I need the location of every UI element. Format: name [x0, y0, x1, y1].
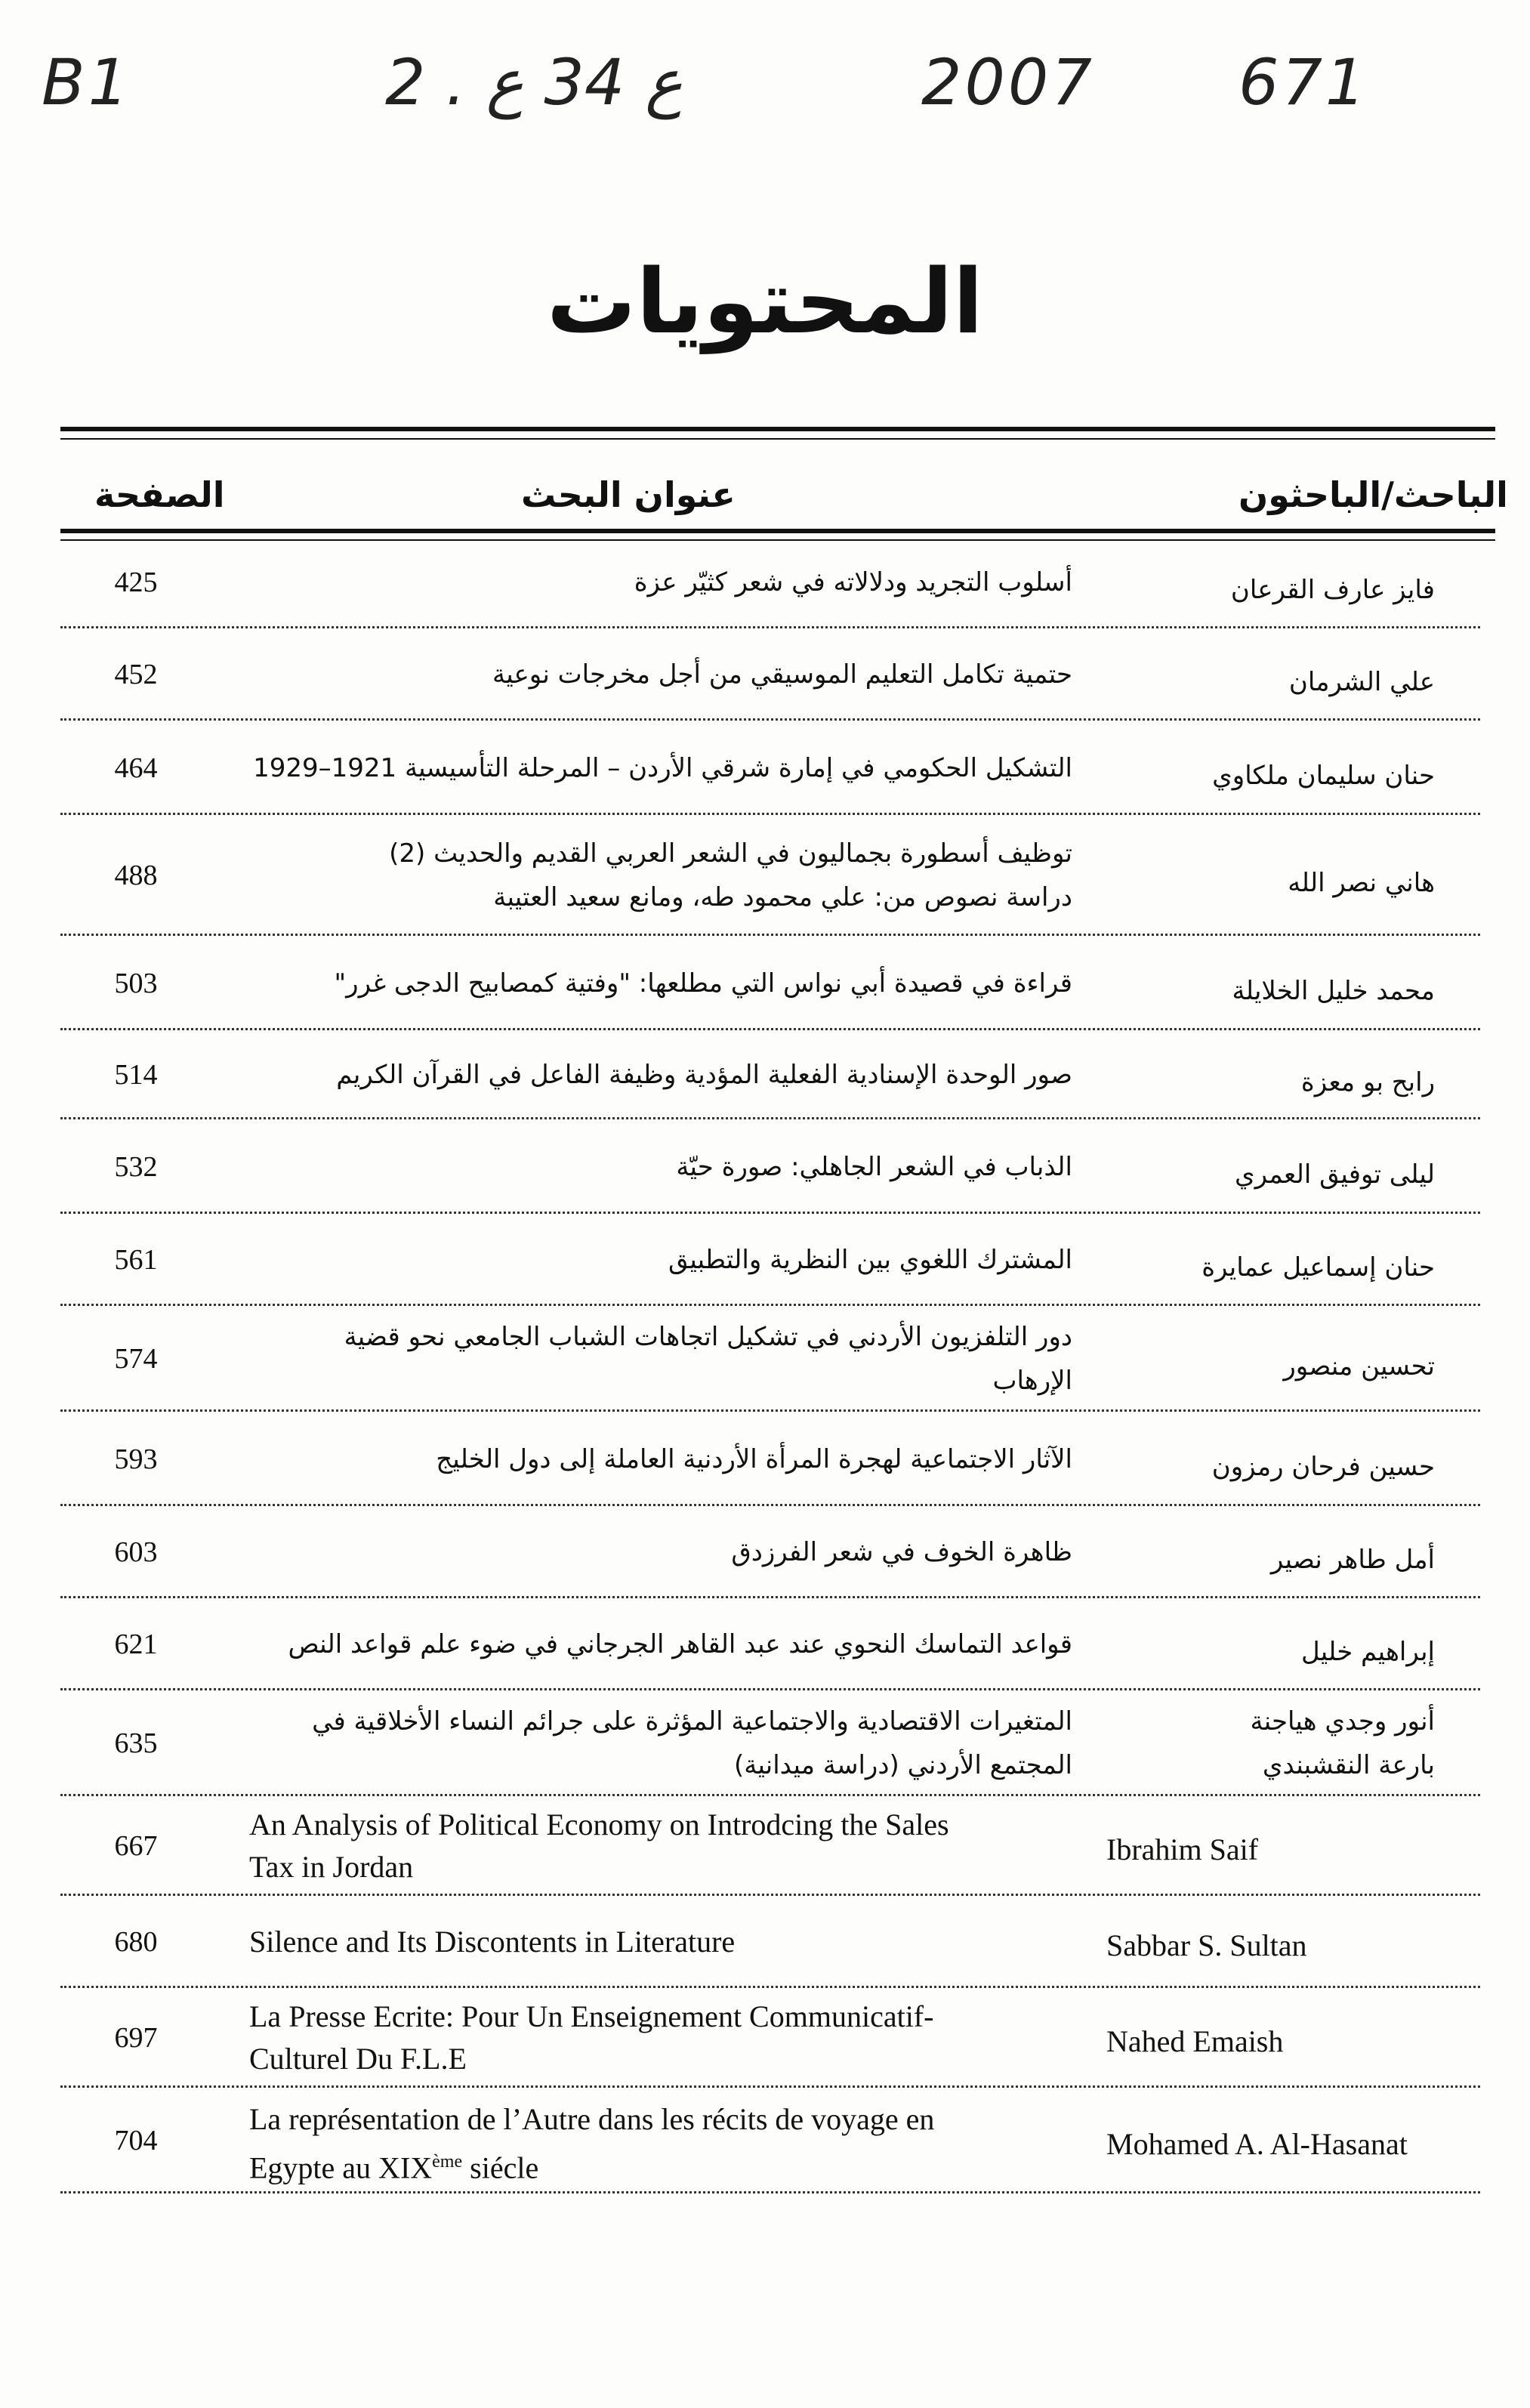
row-author: هاني نصر الله: [1288, 868, 1435, 898]
row-title: التشكيل الحكومي في إمارة شرقي الأردن – المرحلة التأسيسية 1921–1929: [253, 752, 1072, 783]
header-author: الباحث/الباحثون: [1238, 474, 1508, 515]
row-author: Ibrahim Saif: [1106, 1832, 1259, 1866]
table-row: [60, 815, 1480, 936]
row-title: Silence and Its Discontents in Literature: [249, 1925, 736, 1959]
row-author: تحسين منصور: [1283, 1351, 1435, 1382]
table-row: [60, 1988, 1480, 2088]
row-page-number: 603: [114, 1536, 158, 1568]
header-page: الصفحة: [94, 474, 225, 515]
row-author: فايز عارف القرعان: [1230, 575, 1435, 605]
row-author: محمد خليل الخلايلة: [1232, 975, 1435, 1006]
row-title: La Presse Ecrite: Pour Un Enseignement Communicatif- Culturel Du F.L.E: [249, 1999, 934, 2076]
top-rule-thin: [60, 438, 1495, 440]
row-page-number: 704: [114, 2125, 158, 2156]
header-rule-thick: [60, 529, 1495, 533]
table-row: [60, 936, 1480, 1030]
row-title: المشترك اللغوي بين النظرية والتطبيق: [668, 1245, 1072, 1275]
row-page-number: 697: [114, 2022, 158, 2054]
row-page-number: 621: [114, 1628, 158, 1660]
row-author: رابح بو معزة: [1300, 1067, 1435, 1097]
row-title: صور الوحدة الإسنادية الفعلية المؤدية وظيفة الفاعل في القرآن الكريم: [336, 1060, 1072, 1090]
row-title: الذباب في الشعر الجاهلي: صورة حيّة: [676, 1151, 1072, 1182]
handwritten-code-left: B1: [42, 45, 132, 119]
row-page-number: 514: [114, 1059, 158, 1091]
row-author: Mohamed A. Al-Hasanat: [1106, 2127, 1408, 2161]
row-title: La représentation de l’Autre dans les récits de voyage en Egypte au XIXème siécle: [249, 2102, 935, 2185]
table-row: [60, 2088, 1480, 2193]
table-row: [60, 1119, 1480, 1214]
row-page-number: 574: [114, 1343, 158, 1375]
row-author: أمل طاهر نصير: [1270, 1545, 1435, 1575]
table-row: [60, 1690, 1480, 1796]
row-page-number: 503: [114, 967, 158, 999]
row-author: حسين فرحان رمزون: [1211, 1451, 1435, 1482]
row-title: قراءة في قصيدة أبي نواس التي مطلعها: "وفتية كمصابيح الدجى غرر": [334, 968, 1072, 999]
table-row: [60, 1896, 1480, 1988]
row-author: إبراهيم خليل: [1300, 1637, 1435, 1667]
row-author: Sabbar S. Sultan: [1106, 1928, 1307, 1962]
table-row: [60, 628, 1480, 721]
row-author: حنان إسماعيل عمايرة: [1201, 1252, 1435, 1283]
row-page-number: 593: [114, 1443, 158, 1475]
page-title: المحتويات: [546, 249, 984, 353]
row-page-number: 452: [114, 659, 158, 690]
row-author: أنور وجدي هياجنة بارعة النقشبندي: [1250, 1706, 1435, 1780]
table-row: [60, 1796, 1480, 1896]
row-author: علي الشرمان: [1288, 667, 1435, 697]
handwritten-year: 2007: [921, 45, 1095, 119]
row-page-number: 635: [114, 1727, 158, 1759]
header-title: عنوان البحث: [521, 474, 736, 515]
contents-table: [60, 536, 1480, 2193]
table-row: [60, 536, 1480, 628]
table-row: [60, 1412, 1480, 1506]
row-page-number: 464: [114, 752, 158, 784]
row-title: قواعد التماسك النحوي عند عبد القاهر الجرجاني في ضوء علم قواعد النص: [288, 1629, 1072, 1659]
table-row: [60, 1598, 1480, 1690]
row-author: Nahed Emaish: [1106, 2024, 1284, 2058]
row-title: حتمية تكامل التعليم الموسيقي من أجل مخرجات نوعية: [492, 659, 1072, 690]
row-page-number: 561: [114, 1244, 158, 1276]
row-author: حنان سليمان ملكاوي: [1212, 760, 1435, 791]
handwritten-number: 671: [1238, 45, 1369, 119]
row-title: An Analysis of Political Economy on Introdcing the Sales Tax in Jordan: [249, 1808, 949, 1884]
table-row: [60, 721, 1480, 815]
row-page-number: 425: [114, 566, 158, 598]
row-page-number: 680: [114, 1926, 158, 1958]
row-title: الآثار الاجتماعية لهجرة المرأة الأردنية العاملة إلى دول الخليج: [436, 1443, 1072, 1474]
row-title: المتغيرات الاقتصادية والاجتماعية المؤثرة على جرائم النساء الأخلاقية في المجتمع الأردني (دراسة ميدانية): [312, 1706, 1072, 1780]
row-page-number: 532: [114, 1150, 158, 1183]
table-row: [60, 1306, 1480, 1412]
row-title: توظيف أسطورة بجماليون في الشعر العربي القديم والحديث (2) دراسة نصوص من: علي محمود طه، ومانع سعيد العتيبة: [389, 838, 1072, 912]
table-row: [60, 1506, 1480, 1598]
table-row: [60, 1030, 1480, 1119]
row-title: أسلوب التجريد ودلالاته في شعر كثيّر عزة: [634, 567, 1072, 597]
row-author: ليلى توفيق العمري: [1235, 1159, 1435, 1190]
row-title: ظاهرة الخوف في شعر الفرزدق: [731, 1537, 1072, 1567]
row-page-number: 488: [114, 860, 158, 891]
top-rule-thick: [60, 427, 1495, 431]
row-page-number: 667: [114, 1830, 158, 1862]
handwritten-code: 2 . ع 34 ع: [385, 45, 683, 119]
row-title: دور التلفزيون الأردني في تشكيل اتجاهات الشباب الجامعي نحو قضية الإرهاب: [344, 1322, 1072, 1396]
table-row: [60, 1214, 1480, 1306]
